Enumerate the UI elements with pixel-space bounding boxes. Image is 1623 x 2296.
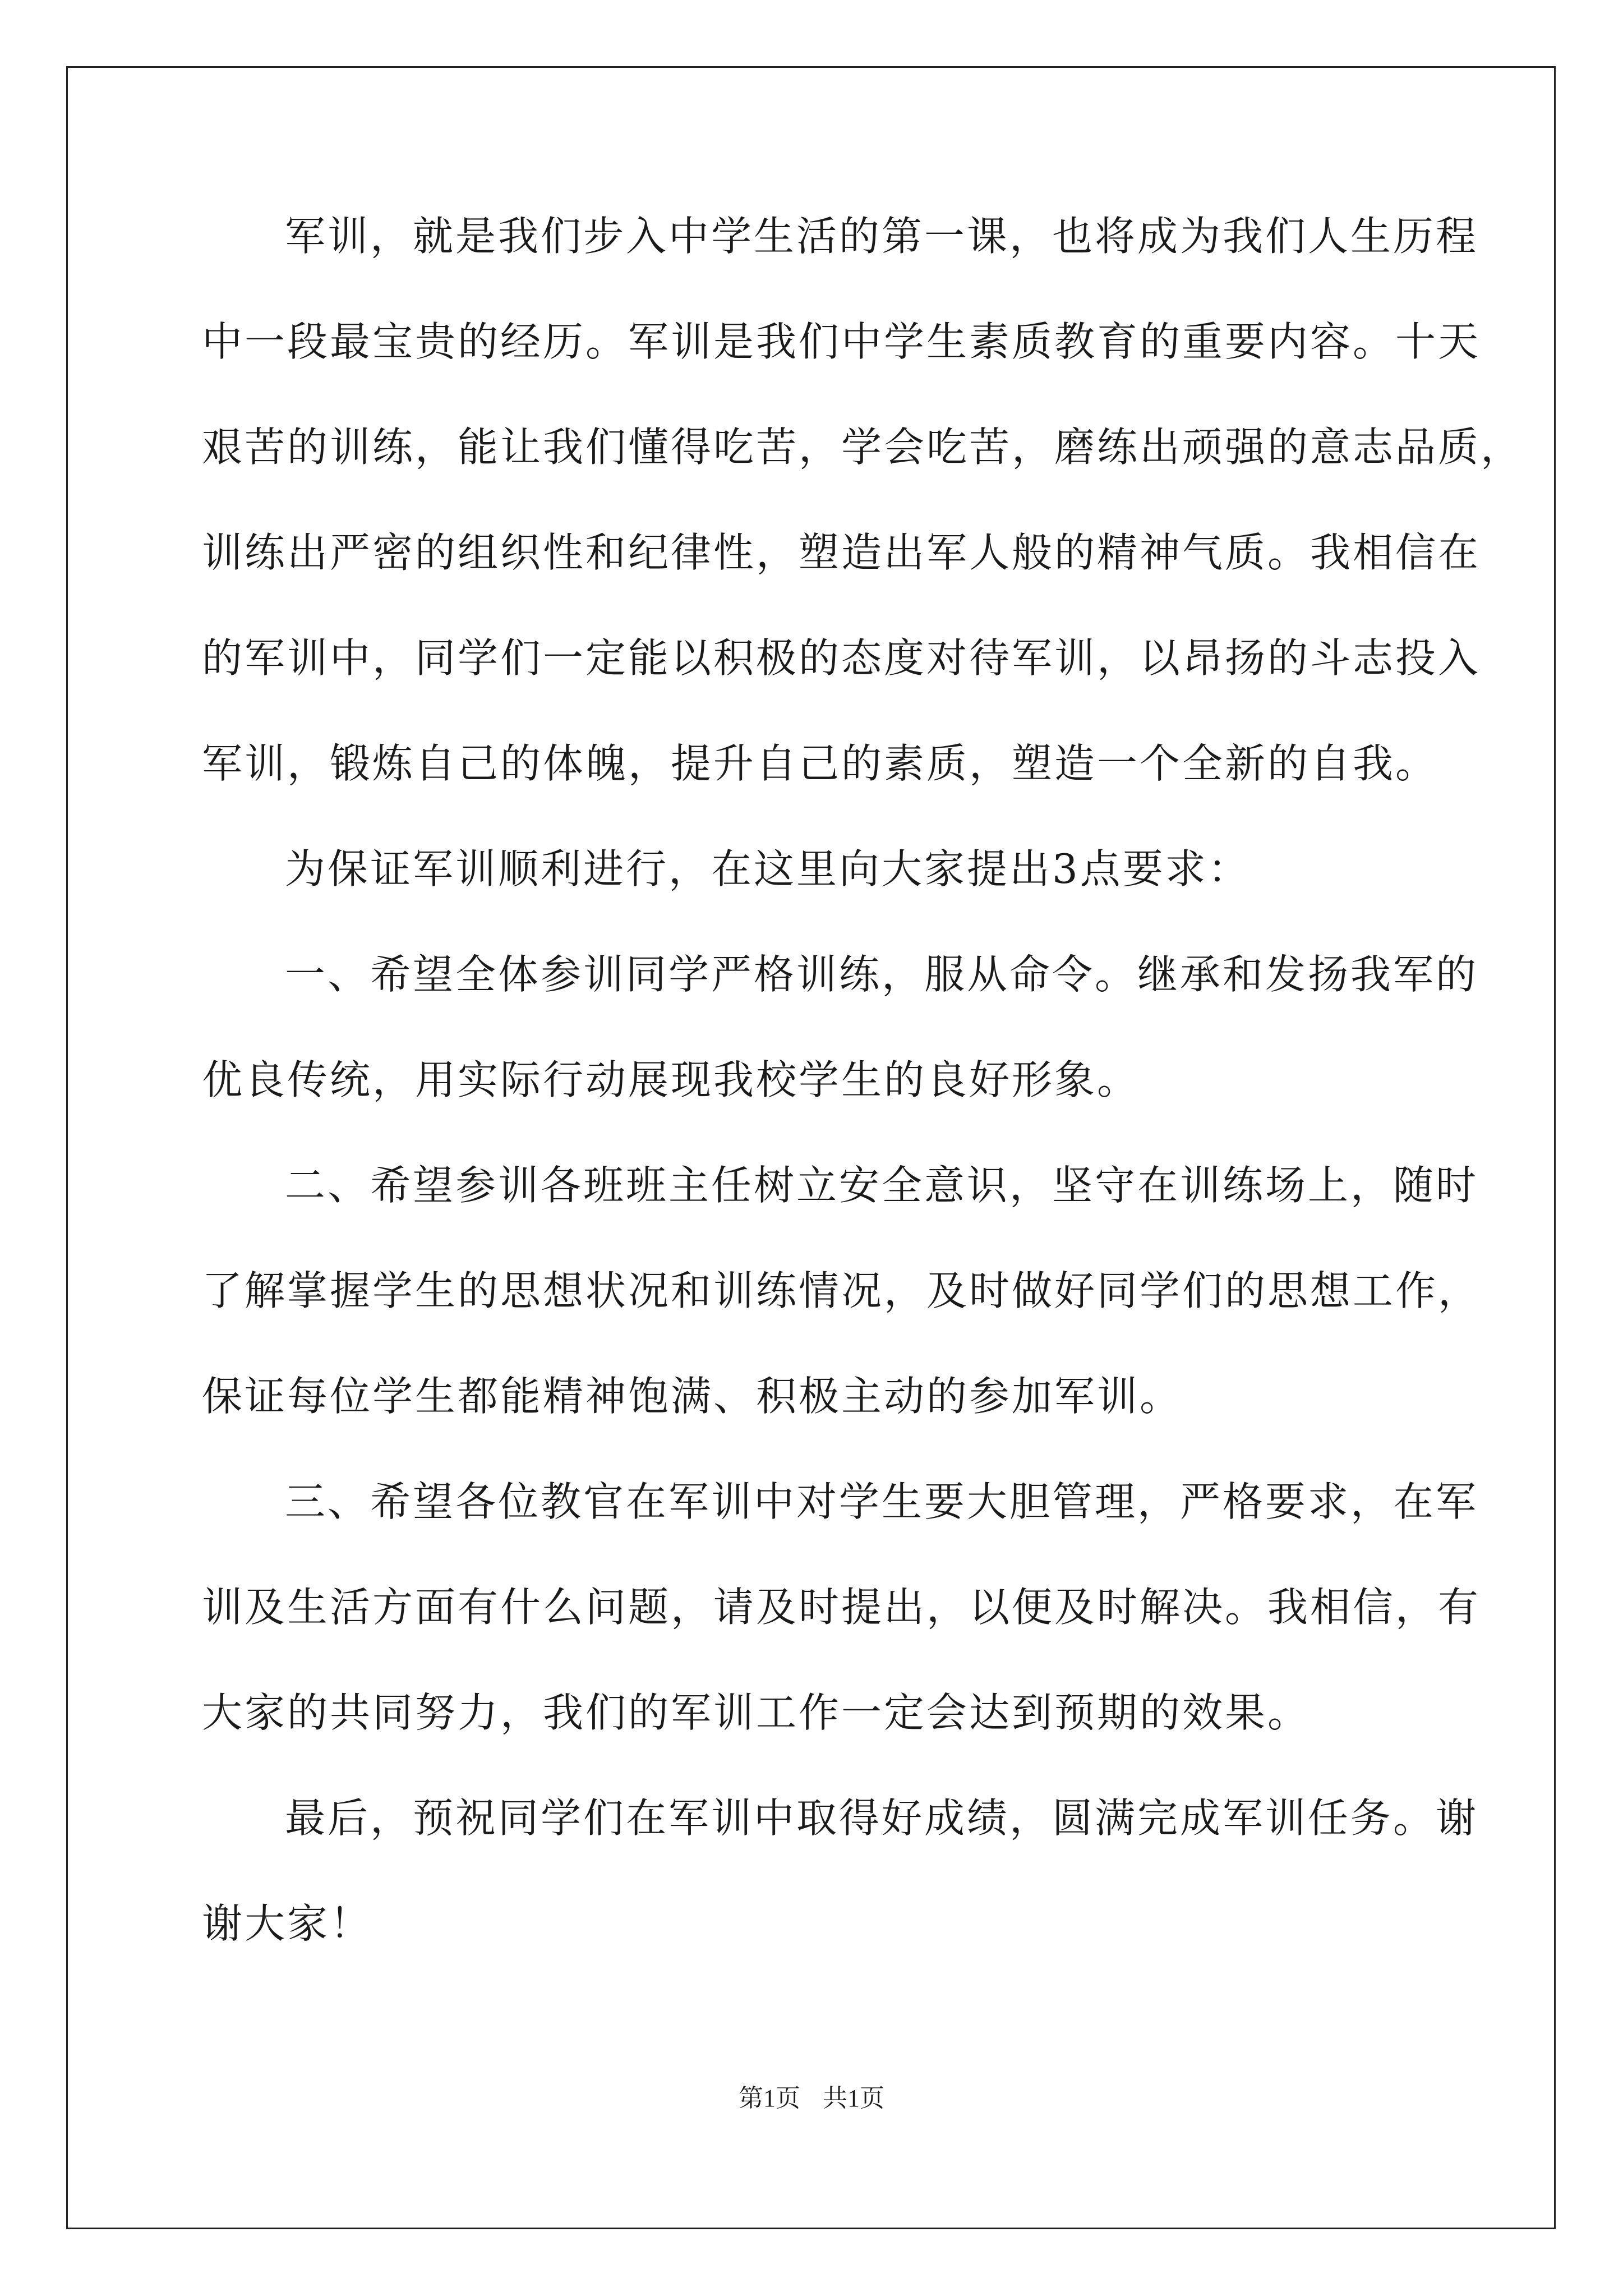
text-line: 一、希望全体参训同学严格训练，服从命令。继承和发扬我军的 [285,951,1479,998]
text-line: 军训，锻炼自己的体魄，提升自己的素质，塑造一个全新的自我。 [202,740,1438,787]
text-line: 优良传统，用实际行动展现我校学生的良好形象。 [202,1056,1140,1103]
text-line: 最后，预祝同学们在军训中取得好成绩，圆满完成军训任务。谢 [285,1795,1479,1842]
page-number-total: 共1页 [823,2085,884,2112]
text-line: 的军训中，同学们一定能以积极的态度对待军训，以昂扬的斗志投入 [202,634,1481,682]
text-line: 二、希望参训各班班主任树立安全意识，坚守在训练场上，随时 [285,1162,1479,1209]
text-line: 大家的共同努力，我们的军训工作一定会达到预期的效果。 [202,1689,1311,1736]
page-footer [0,2085,1623,2113]
page-number-current: 第1页 [739,2085,800,2112]
text-line: 训及生活方面有什么问题，请及时提出，以便及时解决。我相信，有 [202,1584,1481,1631]
text-line: 为保证军训顺利进行，在这里向大家提出3点要求： [285,845,1251,892]
text-line: 谢大家！ [202,1900,373,1947]
text-line: 中一段最宝贵的经历。军训是我们中学生素质教育的重要内容。十天 [202,318,1481,365]
text-line: 军训，就是我们步入中学生活的第一课，也将成为我们人生历程 [285,213,1479,260]
text-line: 艰苦的训练，能让我们懂得吃苦，学会吃苦，磨练出顽强的意志品质， [202,424,1524,471]
text-line: 训练出严密的组织性和纪律性，塑造出军人般的精神气质。我相信在 [202,529,1481,576]
text-line: 三、希望各位教官在军训中对学生要大胆管理，严格要求，在军 [285,1478,1479,1525]
text-line: 保证每位学生都能精神饱满、积极主动的参加军训。 [202,1373,1183,1420]
text-line: 了解掌握学生的思想状况和训练情况，及时做好同学们的思想工作， [202,1267,1481,1314]
